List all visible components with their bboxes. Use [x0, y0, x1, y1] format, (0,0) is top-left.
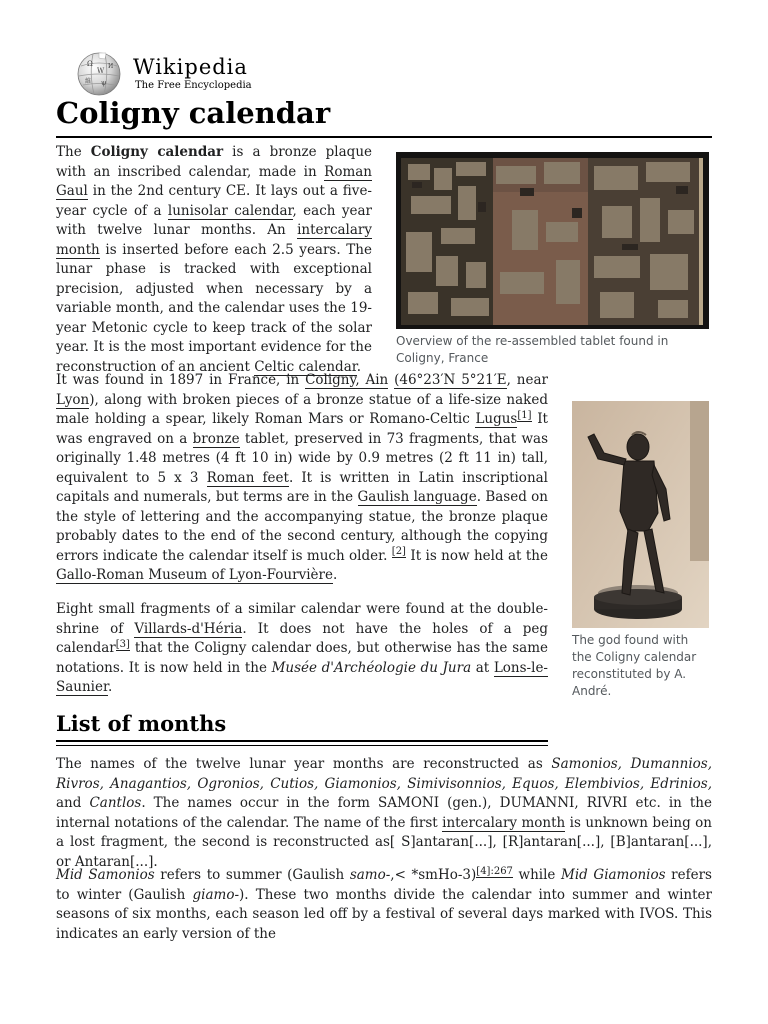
text: is inserted before each 2.5 years. The lunar phase is tracked with exceptional precision, adjusted when necessary by a variable month, and the calendar uses the 19-year Metonic cycle to keep track of the solar year. It is the most important evidence for the reconstruction of an ancient — [56, 241, 372, 375]
text: ). These two months divide the calendar into summer and winter seasons of six months, each season led off by a festival of several days marked with IVOS. This indicates an early version of the — [56, 886, 712, 942]
link-lons-le-saunier[interactable]: Lons-le-Saunier — [56, 659, 548, 695]
term-italic: samo- — [349, 867, 391, 883]
fragments-paragraph — [56, 600, 548, 698]
months-paragraph — [56, 755, 712, 872]
term-italic: Mid Giamonios — [561, 867, 666, 883]
month-name-italic: Cantlos — [89, 795, 142, 811]
text: ), along with broken pieces of a bronze statue of a life-size naked male holding a spear, likely Roman Mars or Romano-Celtic — [56, 391, 548, 427]
text: The — [56, 144, 91, 160]
section-divider — [56, 740, 548, 746]
discovery-paragraph — [56, 371, 548, 586]
term-italic: Mid Samonios — [56, 867, 155, 883]
text: . — [332, 567, 338, 583]
article-subject-bold: Coligny calendar — [90, 144, 224, 160]
globe-glyph: 維 — [85, 78, 92, 85]
tablet-figure — [396, 152, 710, 367]
link-villards-dheria[interactable]: Villards-d'Héria — [134, 620, 243, 637]
text: , near — [506, 372, 548, 388]
text: at — [471, 659, 494, 676]
statue-caption: The god found with the Coligny calendar reconstituted by A. André. — [572, 633, 697, 698]
wikipedia-logo[interactable] — [73, 52, 273, 96]
text: that the Coligny calendar does, but otherwise has the same notations. It is now held in the — [56, 640, 548, 676]
globe-glyph: W — [97, 67, 105, 75]
link-lyon[interactable]: Lyon — [56, 391, 90, 408]
text: and — [56, 795, 90, 811]
statue-figure — [572, 401, 710, 700]
puzzle-globe-icon — [75, 52, 123, 96]
reference-4[interactable]: [4]:267 — [476, 865, 513, 877]
globe-glyph: ψ — [101, 79, 107, 87]
link-bronze[interactable]: bronze — [192, 430, 240, 447]
reference-1[interactable]: [1] — [517, 409, 532, 421]
month-names-italic: Samonios, Dumannios, Rivros, Anagantios, Ogronios, Cutios, Giamonios, Simivisonnios, Equos, Elembivios, Edrinios, — [56, 756, 712, 792]
text: . Based on the style of lettering and the accompanying statue, the bronze plaque probably dates to the end of the second century, although the copying errors indicate the calendar itself is much older. — [56, 489, 549, 564]
reference-3[interactable]: [3] — [115, 638, 130, 650]
link-intercalary-month[interactable]: intercalary month — [442, 814, 566, 831]
text: The names of the twelve lunar year months are reconstructed as — [56, 756, 552, 772]
text: in the 2nd century CE. It lays out a five-year cycle of a — [56, 183, 372, 219]
section-heading-list-of-months: List of months — [56, 711, 227, 736]
text: . — [356, 358, 362, 375]
text: tablet, preserved in 73 fragments, that was originally 1.48 metres (4 ft 10 in) wide by 0.9 metres (2 ft 11 in) tall, equivalent to 5 x 3 — [56, 430, 548, 486]
text: . — [107, 679, 113, 695]
tablet-image[interactable] — [396, 152, 709, 329]
text: refers to winter (Gaulish — [56, 867, 712, 903]
link-lunisolar-calendar[interactable]: lunisolar calendar — [167, 202, 293, 219]
statue-image[interactable] — [572, 401, 709, 628]
link-celtic-calendar[interactable]: Celtic calendar — [254, 358, 357, 375]
link-coordinates[interactable]: (46°23′N 5°21′E — [394, 372, 507, 388]
text: ,< *smHo-3) — [390, 867, 477, 883]
page-title: Coligny calendar — [56, 96, 331, 130]
text: . It is written in Latin inscriptional capitals and numerals, but terms are in the — [56, 469, 548, 505]
museum-name-italic: Musée d'Archéologie du Jura — [271, 659, 472, 676]
logo-wordmark: Wikipedia — [133, 55, 248, 79]
intro-paragraph — [56, 143, 372, 377]
text: Eight small fragments of a similar calendar were found at the double-shrine of — [56, 601, 548, 637]
text: It was found in 1897 in France, in — [56, 372, 306, 388]
link-roman-gaul[interactable]: Roman Gaul — [56, 163, 372, 199]
term-italic: giamo- — [192, 886, 240, 903]
text: . The names occur in the form SAMONI (gen.), DUMANNI, RIVRI etc. in the internal notations of the calendar. The name of the first — [56, 795, 712, 831]
reference-2[interactable]: [2] — [391, 546, 406, 557]
text: , each year with twelve lunar months. An — [56, 202, 372, 238]
logo-tagline: The Free Encyclopedia — [135, 80, 252, 91]
globe-glyph: Ω — [87, 60, 93, 68]
text: while — [512, 867, 562, 883]
link-intercalary-month[interactable]: intercalary month — [56, 222, 372, 258]
text: is a bronze plaque with an inscribed calendar, made in — [56, 144, 372, 180]
text: is unknown being on a lost fragment, the second is reconstructed as[ S]antaran[...], [R]antaran[...], [B]antaran[...], or Antaran[...]. — [56, 814, 712, 870]
text: It is now held at the — [405, 547, 548, 564]
link-gallo-roman-museum[interactable]: Gallo-Roman Museum of Lyon-Fourvière — [56, 567, 333, 583]
title-divider — [56, 136, 712, 138]
seasons-paragraph — [56, 865, 712, 942]
text: . It does not have the holes of a peg calendar — [56, 620, 549, 656]
globe-glyph: И — [108, 63, 114, 70]
link-gaulish-language[interactable]: Gaulish language — [357, 489, 477, 505]
tablet-caption: Overview of the re-assembled tablet found in Coligny, France — [396, 334, 669, 365]
link-coligny-ain[interactable]: Coligny, Ain — [305, 372, 389, 388]
link-lugus[interactable]: Lugus — [475, 411, 518, 427]
link-roman-feet[interactable]: Roman feet — [206, 469, 289, 486]
text: refers to summer (Gaulish — [154, 867, 350, 883]
text: It was engraved on a — [56, 411, 548, 447]
